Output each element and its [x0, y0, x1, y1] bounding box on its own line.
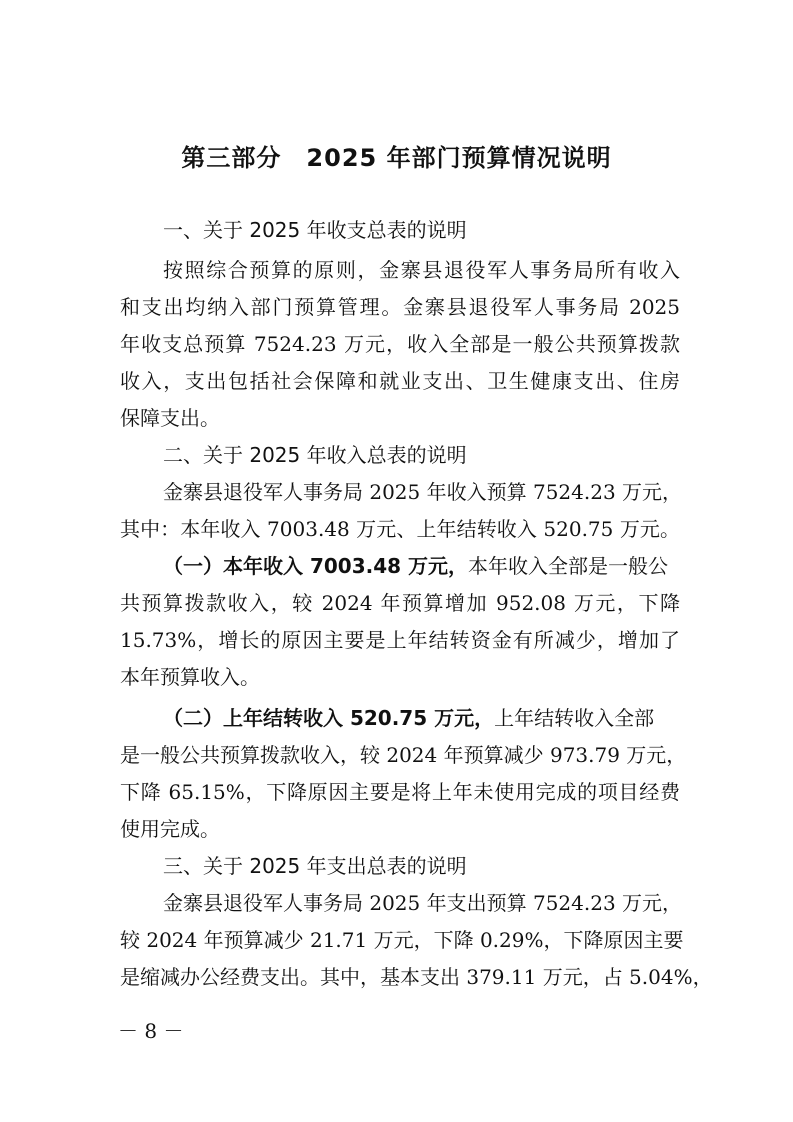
- page-number: － 8 －: [118, 1019, 184, 1043]
- paragraph-line: 和支出均纳入部门预算管理。金寨县退役军人事务局 2025: [120, 295, 680, 319]
- subheading-carryover-income: （二）上年结转收入 520.75 万元，: [163, 706, 495, 730]
- paragraph-text: 上年结转收入全部: [494, 706, 655, 730]
- paragraph-line: 保障支出。: [120, 406, 220, 430]
- paragraph-line: 金寨县退役军人事务局 2025 年支出预算 7524.23 万元，: [163, 891, 683, 915]
- page-title: 第三部分 2025 年部门预算情况说明: [181, 144, 612, 172]
- paragraph-line: 15.73%，增长的原因主要是上年结转资金有所减少，增加了: [120, 628, 680, 652]
- paragraph-line: 较 2024 年预算减少 21.71 万元，下降 0.29%，下降原因主要: [120, 928, 684, 952]
- section-heading-1: 一、关于 2025 年收支总表的说明: [163, 218, 467, 242]
- paragraph-line: 是一般公共预算拨款收入，较 2024 年预算减少 973.79 万元，: [120, 743, 687, 767]
- section-heading-3: 三、关于 2025 年支出总表的说明: [163, 854, 467, 878]
- paragraph-line: 共预算拨款收入，较 2024 年预算增加 952.08 万元，下降: [120, 591, 680, 615]
- paragraph-line: 其中：本年收入 7003.48 万元、上年结转收入 520.75 万元。: [120, 517, 680, 541]
- paragraph-line-2a: [163, 551, 680, 581]
- paragraph-line: 使用完成。: [120, 817, 220, 841]
- paragraph-text: 本年收入全部是一般公: [468, 554, 669, 578]
- paragraph-line: 收入，支出包括社会保障和就业支出、卫生健康支出、住房: [120, 369, 680, 393]
- paragraph-line: 下降 65.15%，下降原因主要是将上年未使用完成的项目经费: [120, 780, 680, 804]
- paragraph-line: 按照综合预算的原则，金寨县退役军人事务局所有收入: [163, 258, 680, 282]
- paragraph-line: 本年预算收入。: [120, 665, 260, 689]
- paragraph-line: 年收支总预算 7524.23 万元，收入全部是一般公共预算拨款: [120, 332, 680, 356]
- paragraph-line: 是缩减办公经费支出。其中，基本支出 379.11 万元，占 5.04%，: [120, 965, 713, 989]
- paragraph-line-2b: [163, 703, 680, 733]
- subheading-current-income: （一）本年收入 7003.48 万元，: [163, 554, 469, 578]
- section-heading-2: 二、关于 2025 年收入总表的说明: [163, 443, 467, 467]
- paragraph-line: 金寨县退役军人事务局 2025 年收入预算 7524.23 万元，: [163, 480, 683, 504]
